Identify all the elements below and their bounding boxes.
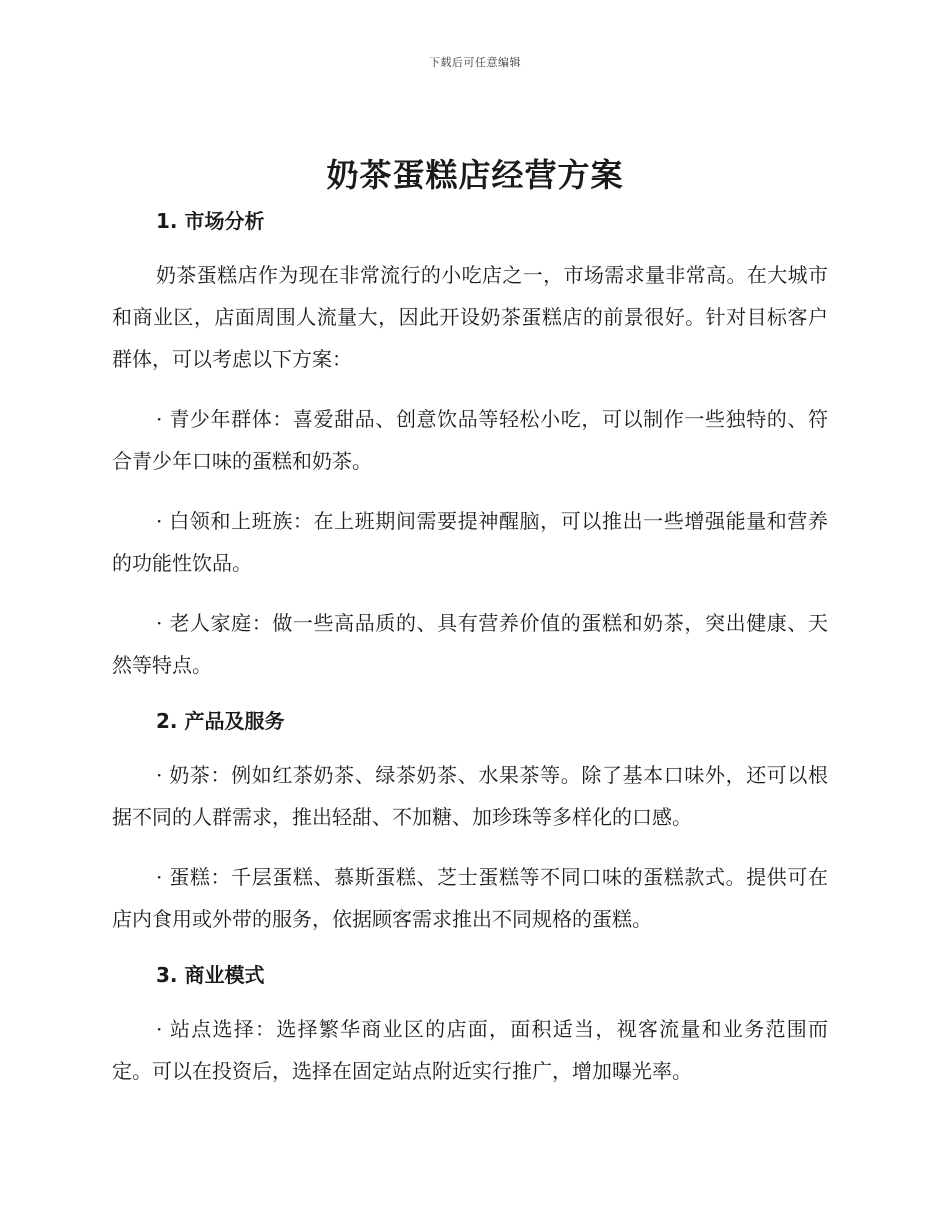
section-heading-products-services: 2. 产品及服务	[156, 709, 285, 733]
bullet-paragraph: · 老人家庭：做一些高品质的、具有营养价值的蛋糕和奶茶，突出健康、天然等特点。	[112, 611, 828, 677]
section-heading-market-analysis: 1. 市场分析	[156, 209, 265, 233]
bullet-paragraph: · 站点选择：选择繁华商业区的店面，面积适当，视客流量和业务范围而定。可以在投资后，选择在固定站点附近实行推广，增加曝光率。	[112, 1017, 828, 1083]
bullet-paragraph: · 白领和上班族：在上班期间需要提神醒脑，可以推出一些增强能量和营养的功能性饮品。	[112, 509, 828, 575]
paragraph: 奶茶蛋糕店作为现在非常流行的小吃店之一，市场需求量非常高。在大城市和商业区，店面周围人流量大，因此开设奶茶蛋糕店的前景很好。针对目标客户群体，可以考虑以下方案：	[112, 263, 828, 371]
bullet-paragraph: · 青少年群体：喜爱甜品、创意饮品等轻松小吃，可以制作一些独特的、符合青少年口味的蛋糕和奶茶。	[112, 407, 828, 473]
document-body	[112, 202, 828, 1098]
header-note: 下载后可任意编辑	[429, 56, 521, 69]
bullet-paragraph: · 奶茶：例如红茶奶茶、绿茶奶茶、水果茶等。除了基本口味外，还可以根据不同的人群需求，推出轻甜、不加糖、加珍珠等多样化的口感。	[112, 763, 828, 829]
section-heading-business-model: 3. 商业模式	[156, 963, 265, 987]
document-title: 奶茶蛋糕店经营方案	[326, 156, 624, 194]
bullet-paragraph: · 蛋糕：千层蛋糕、慕斯蛋糕、芝士蛋糕等不同口味的蛋糕款式。提供可在店内食用或外带的服务，依据顾客需求推出不同规格的蛋糕。	[112, 865, 828, 931]
